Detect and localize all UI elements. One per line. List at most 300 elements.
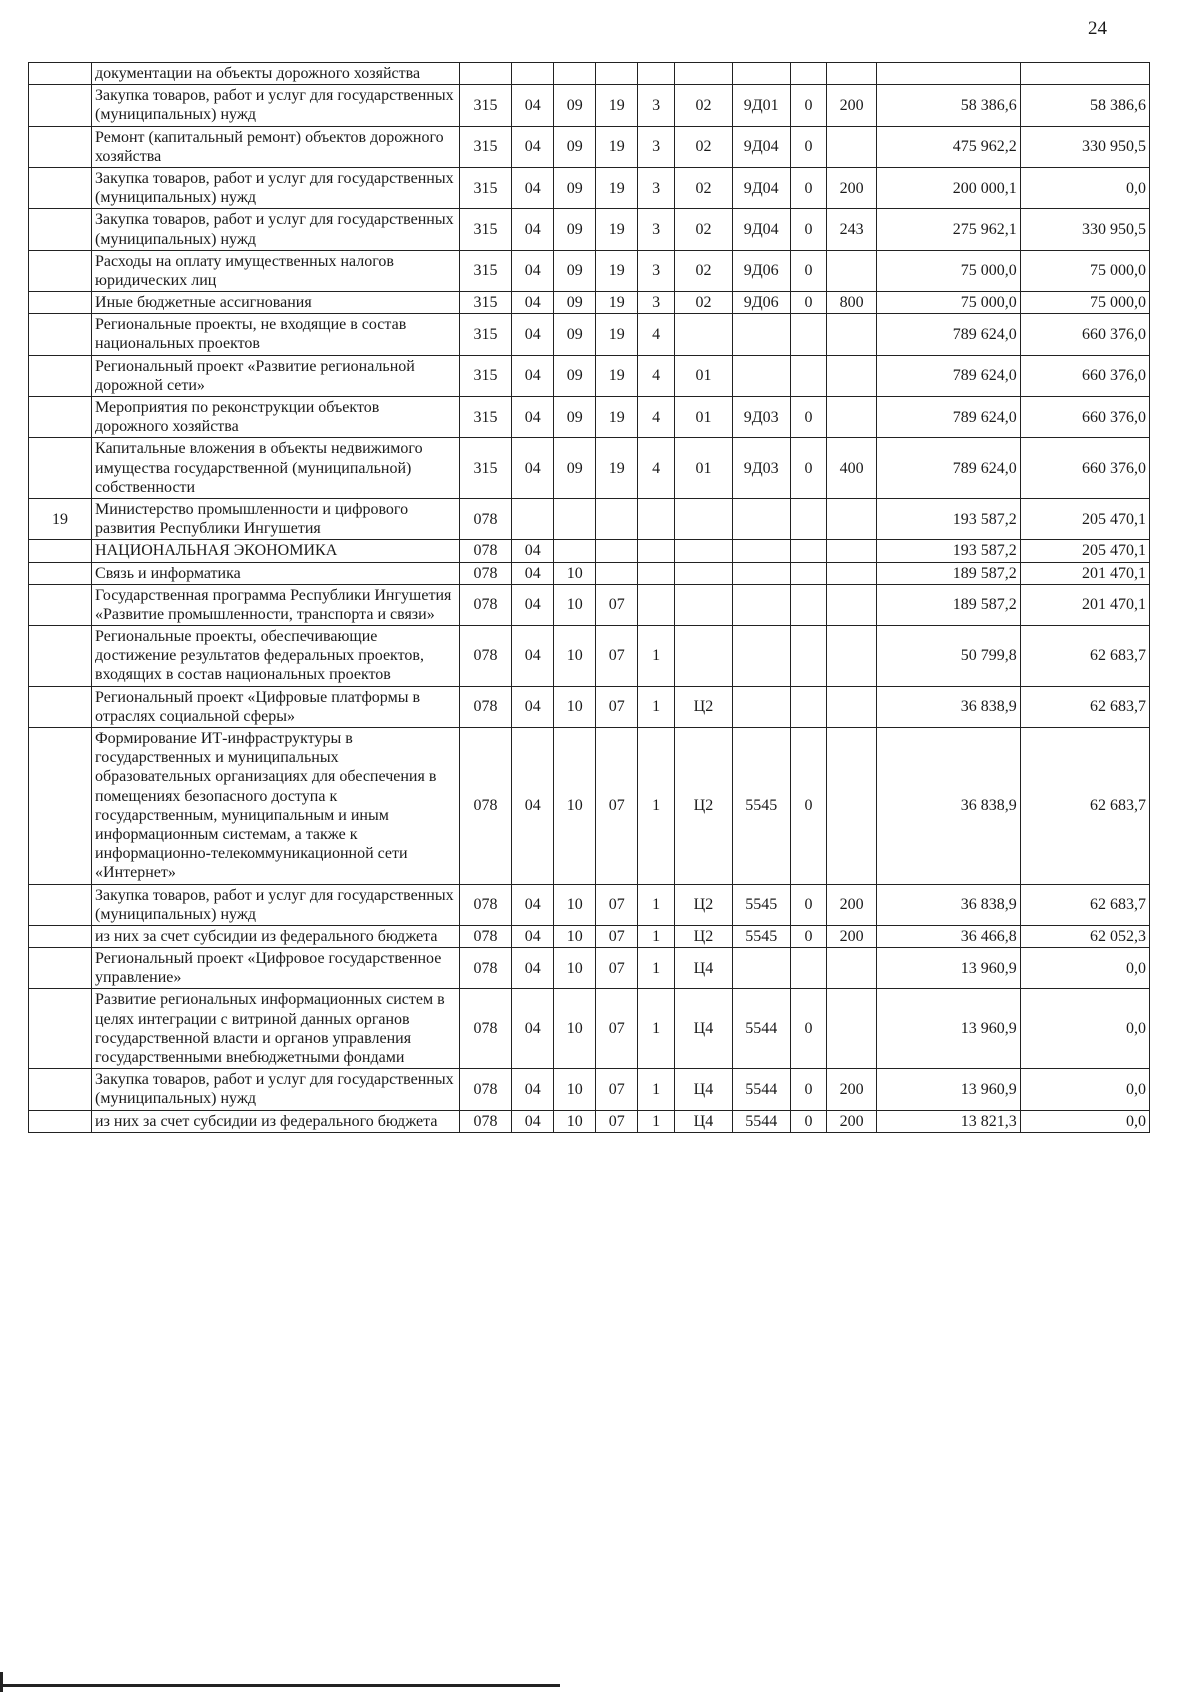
- expense-type-code: [827, 948, 876, 989]
- table-row: [29, 167, 1150, 208]
- direction-code: 5544: [732, 1110, 790, 1132]
- ministry-code: 315: [459, 209, 512, 250]
- subprogram-code: 02: [675, 209, 733, 250]
- row-name: Закупка товаров, работ и услуг для государственных (муниципальных) нужд: [92, 85, 460, 126]
- expense-type-code: [827, 314, 876, 355]
- ministry-code: 078: [459, 686, 512, 727]
- subsection-code: 10: [554, 584, 596, 625]
- row-name: Региональный проект «Развитие региональной дорожной сети»: [92, 355, 460, 396]
- row-name: Закупка товаров, работ и услуг для государственных (муниципальных) нужд: [92, 1069, 460, 1110]
- extra-code: 0: [790, 884, 827, 925]
- subprogram-code: [675, 584, 733, 625]
- section-code: 04: [512, 167, 554, 208]
- table-row: [29, 250, 1150, 291]
- expense-type-code: [827, 728, 876, 885]
- amount-year-1: 36 466,8: [876, 925, 1020, 947]
- section-code: [512, 498, 554, 539]
- extra-code: 0: [790, 209, 827, 250]
- program-code: 19: [596, 126, 638, 167]
- budget-table-body: [29, 63, 1150, 1133]
- program-type-code: 4: [638, 438, 675, 499]
- amount-year-2: 201 470,1: [1020, 584, 1149, 625]
- program-type-code: 3: [638, 167, 675, 208]
- table-row: [29, 397, 1150, 438]
- amount-year-2: 62 052,3: [1020, 925, 1149, 947]
- program-type-code: 1: [638, 884, 675, 925]
- amount-year-2: 58 386,6: [1020, 85, 1149, 126]
- row-name: Ремонт (капитальный ремонт) объектов дорожного хозяйства: [92, 126, 460, 167]
- section-code: 04: [512, 397, 554, 438]
- direction-code: 5545: [732, 884, 790, 925]
- subsection-code: 09: [554, 438, 596, 499]
- row-name: Развитие региональных информационных систем в целях интеграции с витриной данных органов государственной власти и органов управления государственными внебюджетными фондами: [92, 989, 460, 1069]
- subprogram-code: [675, 562, 733, 584]
- expense-type-code: 243: [827, 209, 876, 250]
- expense-type-code: 200: [827, 85, 876, 126]
- subsection-code: 10: [554, 925, 596, 947]
- subsection-code: 09: [554, 126, 596, 167]
- row-name: документации на объекты дорожного хозяйства: [92, 63, 460, 85]
- direction-code: [732, 562, 790, 584]
- program-type-code: 3: [638, 292, 675, 314]
- ministry-code: 078: [459, 584, 512, 625]
- subprogram-code: Ц4: [675, 948, 733, 989]
- subsection-code: 10: [554, 626, 596, 687]
- subprogram-code: 01: [675, 397, 733, 438]
- row-index: 19: [29, 498, 92, 539]
- program-code: 07: [596, 989, 638, 1069]
- subsection-code: 09: [554, 209, 596, 250]
- amount-year-2: 205 470,1: [1020, 540, 1149, 562]
- section-code: 04: [512, 209, 554, 250]
- program-code: 07: [596, 584, 638, 625]
- amount-year-2: 62 683,7: [1020, 884, 1149, 925]
- direction-code: 5545: [732, 728, 790, 885]
- amount-year-2: 660 376,0: [1020, 397, 1149, 438]
- program-type-code: 4: [638, 397, 675, 438]
- subprogram-code: [675, 498, 733, 539]
- program-code: [596, 63, 638, 85]
- program-type-code: [638, 498, 675, 539]
- amount-year-2: 62 683,7: [1020, 686, 1149, 727]
- program-type-code: 1: [638, 948, 675, 989]
- amount-year-2: 0,0: [1020, 167, 1149, 208]
- subsection-code: 10: [554, 686, 596, 727]
- ministry-code: 078: [459, 626, 512, 687]
- ministry-code: 078: [459, 925, 512, 947]
- table-row: [29, 728, 1150, 885]
- amount-year-1: 13 821,3: [876, 1110, 1020, 1132]
- extra-code: [790, 626, 827, 687]
- section-code: 04: [512, 626, 554, 687]
- table-row: [29, 63, 1150, 85]
- amount-year-1: 13 960,9: [876, 989, 1020, 1069]
- amount-year-1: 275 962,1: [876, 209, 1020, 250]
- program-type-code: [638, 540, 675, 562]
- direction-code: 5545: [732, 925, 790, 947]
- section-code: 04: [512, 438, 554, 499]
- subprogram-code: Ц4: [675, 989, 733, 1069]
- program-type-code: 4: [638, 314, 675, 355]
- amount-year-2: 660 376,0: [1020, 314, 1149, 355]
- row-name: Закупка товаров, работ и услуг для государственных (муниципальных) нужд: [92, 167, 460, 208]
- direction-code: 9Д04: [732, 126, 790, 167]
- subprogram-code: 02: [675, 250, 733, 291]
- program-type-code: 3: [638, 250, 675, 291]
- direction-code: 9Д03: [732, 397, 790, 438]
- table-row: [29, 209, 1150, 250]
- extra-code: [790, 562, 827, 584]
- amount-year-2: 75 000,0: [1020, 292, 1149, 314]
- ministry-code: 078: [459, 884, 512, 925]
- subsection-code: 10: [554, 1110, 596, 1132]
- amount-year-2: 0,0: [1020, 989, 1149, 1069]
- extra-code: [790, 355, 827, 396]
- row-index: [29, 540, 92, 562]
- extra-code: [790, 948, 827, 989]
- amount-year-1: 36 838,9: [876, 686, 1020, 727]
- direction-code: [732, 63, 790, 85]
- table-row: [29, 989, 1150, 1069]
- program-code: [596, 562, 638, 584]
- amount-year-2: 330 950,5: [1020, 126, 1149, 167]
- subprogram-code: [675, 314, 733, 355]
- amount-year-1: 50 799,8: [876, 626, 1020, 687]
- amount-year-1: 36 838,9: [876, 728, 1020, 885]
- budget-table: [28, 62, 1150, 1133]
- amount-year-1: 475 962,2: [876, 126, 1020, 167]
- expense-type-code: [827, 686, 876, 727]
- program-type-code: 1: [638, 686, 675, 727]
- subsection-code: 10: [554, 989, 596, 1069]
- subsection-code: 09: [554, 292, 596, 314]
- section-code: 04: [512, 686, 554, 727]
- extra-code: 0: [790, 728, 827, 885]
- ministry-code: [459, 63, 512, 85]
- row-name: Региональный проект «Цифровое государственное управление»: [92, 948, 460, 989]
- row-index: [29, 1110, 92, 1132]
- program-code: 19: [596, 438, 638, 499]
- extra-code: 0: [790, 925, 827, 947]
- expense-type-code: 200: [827, 884, 876, 925]
- amount-year-2: 205 470,1: [1020, 498, 1149, 539]
- program-type-code: 1: [638, 1110, 675, 1132]
- amount-year-2: 330 950,5: [1020, 209, 1149, 250]
- direction-code: 9Д01: [732, 85, 790, 126]
- table-row: [29, 948, 1150, 989]
- table-row: [29, 1069, 1150, 1110]
- expense-type-code: 800: [827, 292, 876, 314]
- amount-year-1: 193 587,2: [876, 540, 1020, 562]
- row-index: [29, 314, 92, 355]
- row-name: Расходы на оплату имущественных налогов юридических лиц: [92, 250, 460, 291]
- subprogram-code: 02: [675, 85, 733, 126]
- section-code: 04: [512, 989, 554, 1069]
- table-row: [29, 884, 1150, 925]
- row-index: [29, 728, 92, 885]
- ministry-code: 078: [459, 948, 512, 989]
- program-type-code: 1: [638, 728, 675, 885]
- expense-type-code: [827, 584, 876, 625]
- row-index: [29, 250, 92, 291]
- table-row: [29, 925, 1150, 947]
- ministry-code: 078: [459, 498, 512, 539]
- subprogram-code: Ц2: [675, 925, 733, 947]
- section-code: 04: [512, 1069, 554, 1110]
- direction-code: 9Д06: [732, 292, 790, 314]
- program-code: 07: [596, 948, 638, 989]
- direction-code: 5544: [732, 1069, 790, 1110]
- ministry-code: 078: [459, 1110, 512, 1132]
- subprogram-code: 02: [675, 292, 733, 314]
- expense-type-code: [827, 126, 876, 167]
- subprogram-code: [675, 540, 733, 562]
- program-type-code: 1: [638, 989, 675, 1069]
- section-code: [512, 63, 554, 85]
- program-code: [596, 540, 638, 562]
- row-index: [29, 438, 92, 499]
- amount-year-2: 0,0: [1020, 948, 1149, 989]
- extra-code: [790, 584, 827, 625]
- extra-code: [790, 314, 827, 355]
- program-code: 19: [596, 292, 638, 314]
- subsection-code: 09: [554, 314, 596, 355]
- program-code: 19: [596, 397, 638, 438]
- table-row: [29, 562, 1150, 584]
- ministry-code: 315: [459, 438, 512, 499]
- subsection-code: 10: [554, 884, 596, 925]
- expense-type-code: 200: [827, 925, 876, 947]
- table-row: [29, 540, 1150, 562]
- amount-year-1: 58 386,6: [876, 85, 1020, 126]
- expense-type-code: [827, 626, 876, 687]
- row-index: [29, 562, 92, 584]
- row-index: [29, 925, 92, 947]
- table-row: [29, 314, 1150, 355]
- program-code: 19: [596, 355, 638, 396]
- row-name: Региональный проект «Цифровые платформы в отраслях социальной сферы»: [92, 686, 460, 727]
- program-code: 19: [596, 85, 638, 126]
- subsection-code: 09: [554, 85, 596, 126]
- amount-year-1: 789 624,0: [876, 397, 1020, 438]
- extra-code: [790, 686, 827, 727]
- expense-type-code: [827, 989, 876, 1069]
- program-type-code: [638, 584, 675, 625]
- row-name: Формирование ИТ-инфраструктуры в государственных и муниципальных образовательных организациях для обеспечения в помещениях безопасного доступа к государственным, муниципальным и иным информационным системам, а также к информационно-телекоммуникационной сети «Интернет»: [92, 728, 460, 885]
- expense-type-code: [827, 498, 876, 539]
- direction-code: 9Д06: [732, 250, 790, 291]
- page-corner-mark: [0, 1672, 3, 1692]
- amount-year-1: 200 000,1: [876, 167, 1020, 208]
- subprogram-code: Ц2: [675, 728, 733, 885]
- direction-code: 9Д04: [732, 167, 790, 208]
- table-row: [29, 126, 1150, 167]
- extra-code: 0: [790, 167, 827, 208]
- program-type-code: 1: [638, 626, 675, 687]
- row-index: [29, 292, 92, 314]
- direction-code: [732, 686, 790, 727]
- row-index: [29, 355, 92, 396]
- table-row: [29, 498, 1150, 539]
- subsection-code: [554, 498, 596, 539]
- subprogram-code: Ц4: [675, 1110, 733, 1132]
- direction-code: [732, 626, 790, 687]
- row-index: [29, 884, 92, 925]
- subprogram-code: 02: [675, 167, 733, 208]
- amount-year-1: 189 587,2: [876, 562, 1020, 584]
- program-type-code: 1: [638, 1069, 675, 1110]
- direction-code: [732, 540, 790, 562]
- ministry-code: 315: [459, 250, 512, 291]
- table-row: [29, 85, 1150, 126]
- amount-year-2: 75 000,0: [1020, 250, 1149, 291]
- program-code: 19: [596, 209, 638, 250]
- section-code: 04: [512, 540, 554, 562]
- table-row: [29, 686, 1150, 727]
- section-code: 04: [512, 884, 554, 925]
- extra-code: 0: [790, 438, 827, 499]
- row-index: [29, 1069, 92, 1110]
- expense-type-code: 400: [827, 438, 876, 499]
- row-index: [29, 989, 92, 1069]
- section-code: 04: [512, 562, 554, 584]
- extra-code: [790, 63, 827, 85]
- direction-code: [732, 948, 790, 989]
- direction-code: [732, 498, 790, 539]
- amount-year-1: 789 624,0: [876, 314, 1020, 355]
- row-name: Закупка товаров, работ и услуг для государственных (муниципальных) нужд: [92, 884, 460, 925]
- extra-code: 0: [790, 1110, 827, 1132]
- row-name: Связь и информатика: [92, 562, 460, 584]
- expense-type-code: [827, 562, 876, 584]
- section-code: 04: [512, 925, 554, 947]
- subprogram-code: 01: [675, 355, 733, 396]
- expense-type-code: 200: [827, 167, 876, 208]
- section-code: 04: [512, 314, 554, 355]
- subsection-code: 09: [554, 250, 596, 291]
- row-name: Закупка товаров, работ и услуг для государственных (муниципальных) нужд: [92, 209, 460, 250]
- row-name: Министерство промышленности и цифрового развития Республики Ингушетия: [92, 498, 460, 539]
- program-code: 07: [596, 925, 638, 947]
- program-code: 07: [596, 1110, 638, 1132]
- subsection-code: 10: [554, 1069, 596, 1110]
- subprogram-code: 01: [675, 438, 733, 499]
- row-name: из них за счет субсидии из федерального бюджета: [92, 1110, 460, 1132]
- section-code: 04: [512, 1110, 554, 1132]
- ministry-code: 078: [459, 989, 512, 1069]
- page-bottom-line: [0, 1684, 560, 1687]
- amount-year-1: 36 838,9: [876, 884, 1020, 925]
- row-name: НАЦИОНАЛЬНАЯ ЭКОНОМИКА: [92, 540, 460, 562]
- program-code: 07: [596, 884, 638, 925]
- section-code: 04: [512, 948, 554, 989]
- extra-code: 0: [790, 292, 827, 314]
- program-type-code: 3: [638, 85, 675, 126]
- program-type-code: [638, 562, 675, 584]
- section-code: 04: [512, 355, 554, 396]
- ministry-code: 315: [459, 314, 512, 355]
- amount-year-1: 13 960,9: [876, 948, 1020, 989]
- amount-year-2: 660 376,0: [1020, 438, 1149, 499]
- section-code: 04: [512, 728, 554, 885]
- row-name: из них за счет субсидии из федерального бюджета: [92, 925, 460, 947]
- table-row: [29, 355, 1150, 396]
- subprogram-code: Ц2: [675, 686, 733, 727]
- program-type-code: 1: [638, 925, 675, 947]
- table-row: [29, 584, 1150, 625]
- row-name: Мероприятия по реконструкции объектов дорожного хозяйства: [92, 397, 460, 438]
- expense-type-code: [827, 397, 876, 438]
- amount-year-1: 75 000,0: [876, 250, 1020, 291]
- row-name: Региональные проекты, обеспечивающие достижение результатов федеральных проектов, входящих в состав национальных проектов: [92, 626, 460, 687]
- amount-year-2: 62 683,7: [1020, 626, 1149, 687]
- ministry-code: 315: [459, 355, 512, 396]
- row-name: Региональные проекты, не входящие в состав национальных проектов: [92, 314, 460, 355]
- extra-code: 0: [790, 85, 827, 126]
- page-number: 24: [1088, 18, 1107, 39]
- program-type-code: [638, 63, 675, 85]
- subprogram-code: [675, 63, 733, 85]
- ministry-code: 078: [459, 728, 512, 885]
- extra-code: 0: [790, 989, 827, 1069]
- program-code: 19: [596, 314, 638, 355]
- ministry-code: 315: [459, 292, 512, 314]
- direction-code: [732, 314, 790, 355]
- amount-year-1: 193 587,2: [876, 498, 1020, 539]
- row-name: Капитальные вложения в объекты недвижимого имущества государственной (муниципальной) собственности: [92, 438, 460, 499]
- amount-year-2: 0,0: [1020, 1110, 1149, 1132]
- expense-type-code: [827, 540, 876, 562]
- subprogram-code: [675, 626, 733, 687]
- subprogram-code: Ц2: [675, 884, 733, 925]
- ministry-code: 315: [459, 397, 512, 438]
- program-code: 19: [596, 167, 638, 208]
- extra-code: 0: [790, 126, 827, 167]
- program-code: 07: [596, 728, 638, 885]
- extra-code: [790, 540, 827, 562]
- direction-code: 9Д03: [732, 438, 790, 499]
- program-type-code: 4: [638, 355, 675, 396]
- amount-year-1: 75 000,0: [876, 292, 1020, 314]
- row-index: [29, 686, 92, 727]
- expense-type-code: [827, 355, 876, 396]
- amount-year-2: 201 470,1: [1020, 562, 1149, 584]
- amount-year-1: 789 624,0: [876, 438, 1020, 499]
- section-code: 04: [512, 85, 554, 126]
- program-type-code: 3: [638, 126, 675, 167]
- amount-year-2: 0,0: [1020, 1069, 1149, 1110]
- ministry-code: 315: [459, 167, 512, 208]
- section-code: 04: [512, 250, 554, 291]
- direction-code: [732, 355, 790, 396]
- ministry-code: 315: [459, 85, 512, 126]
- direction-code: 5544: [732, 989, 790, 1069]
- table-row: [29, 292, 1150, 314]
- ministry-code: 078: [459, 1069, 512, 1110]
- amount-year-1: 789 624,0: [876, 355, 1020, 396]
- program-code: 07: [596, 686, 638, 727]
- ministry-code: 078: [459, 540, 512, 562]
- row-index: [29, 584, 92, 625]
- subsection-code: [554, 540, 596, 562]
- amount-year-1: 13 960,9: [876, 1069, 1020, 1110]
- amount-year-2: 660 376,0: [1020, 355, 1149, 396]
- table-row: [29, 626, 1150, 687]
- program-code: 07: [596, 1069, 638, 1110]
- row-name: Государственная программа Республики Ингушетия «Развитие промышленности, транспорта и связи»: [92, 584, 460, 625]
- subsection-code: 10: [554, 728, 596, 885]
- row-index: [29, 126, 92, 167]
